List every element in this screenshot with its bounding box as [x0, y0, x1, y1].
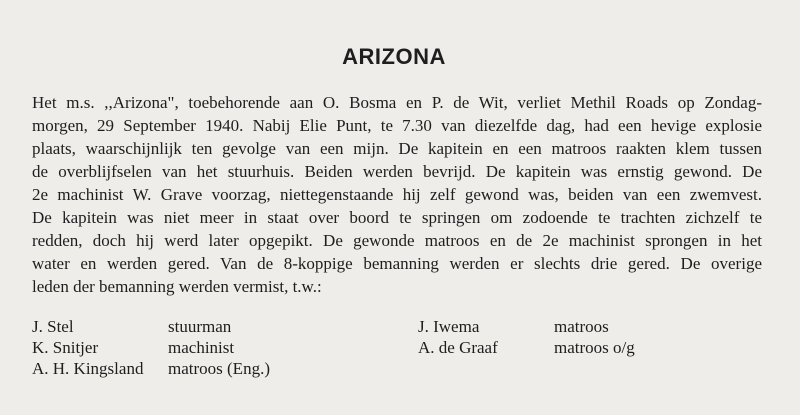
crew-name: A. H. Kingsland [32, 359, 144, 378]
crew-name: A. de Graaf [418, 338, 498, 357]
crew-name: J. Stel [32, 317, 74, 336]
paragraph-line: water en werden gered. Van de 8-koppige bemanning werden er slechts drie gered. De overige [32, 254, 762, 273]
crew-name: K. Snitjer [32, 338, 99, 357]
paragraph-line: morgen, 29 September 1940. Nabij Elie Punt, te 7.30 van diezelfde dag, had een hevige explosie [32, 116, 762, 135]
paragraph-line: 2e machinist W. Grave voorzag, niettegenstaande hij zelf gewond was, beiden van een zwemvest. [32, 185, 762, 204]
crew-role: stuurman [168, 317, 232, 336]
paragraph-line: plaats, waarschijnlijk ten gevolge van een mijn. De kapitein en een matroos raakten klem tussen [32, 139, 762, 158]
crew-name: J. Iwema [418, 317, 480, 336]
document-title: ARIZONA [342, 44, 446, 69]
crew-role: matroos (Eng.) [168, 359, 270, 378]
paragraph-line: redden, doch hij werd later opgepikt. De gewonde matroos en de 2e machinist sprongen in het [32, 231, 762, 250]
paragraph-line: De kapitein was niet meer in staat over boord te springen om zodoende te trachten zichzelf te [32, 208, 762, 227]
paragraph-line: Het m.s. ,,Arizona", toebehorende aan O. Bosma en P. de Wit, verliet Methil Roads op Zondag- [32, 93, 762, 112]
crew-role: matroos [554, 317, 609, 336]
paragraph-line: de overblijfselen van het stuurhuis. Beiden werden bevrijd. De kapitein was ernstig gewond. De [32, 162, 762, 181]
crew-role: machinist [168, 338, 235, 357]
crew-role: matroos o/g [554, 338, 635, 357]
paragraph-line: leden der bemanning werden vermist, t.w.: [32, 277, 322, 296]
